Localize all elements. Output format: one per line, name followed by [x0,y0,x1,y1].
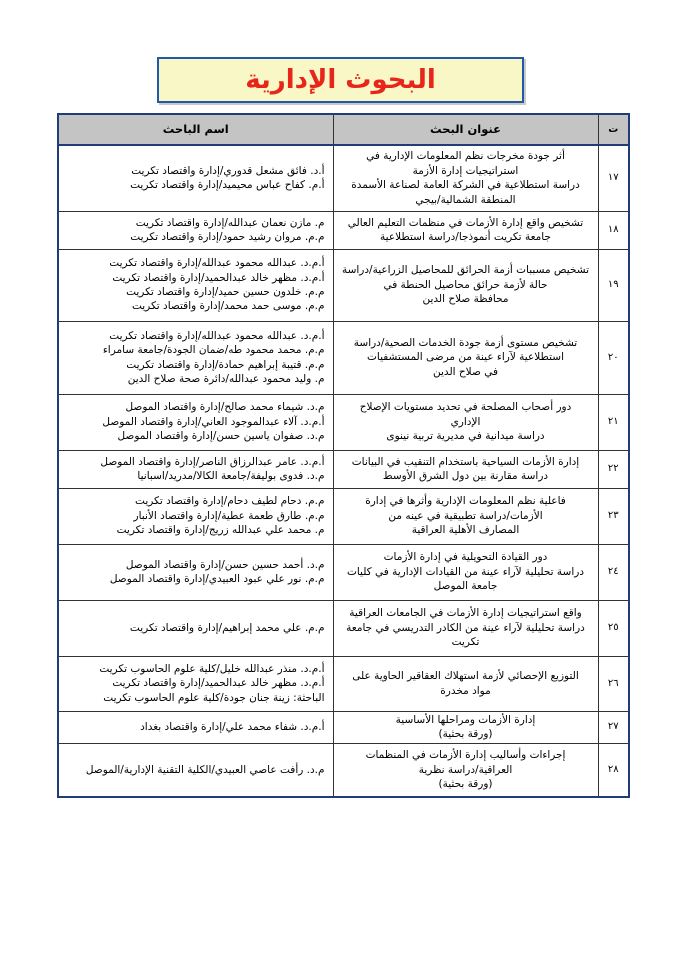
header-research-title: عنوان البحث [333,114,598,145]
researchers-cell [58,394,333,450]
research-title-line: جامعة الموصل [433,580,498,593]
research-title-line: استطلاعية لآراء عينة من مرضى المستشفيات [366,351,564,364]
table-row [58,743,629,797]
research-title-line: دراسة مقارنة بين دول الشرق الأوسط [382,470,549,482]
research-title-line: التوزيع الإحصائي لأزمة استهلاك العقاقير الحاوية على [352,670,579,683]
research-title-line: الأزمات/دراسة تطبيقية في عينه من [388,509,543,522]
research-title-line: (ورقة بحثية) [438,728,493,740]
research-title-line: العراقية/دراسة نظرية [418,763,513,776]
researcher-name: أ.د. فائق مشعل قدوري/إدارة واقتصاد تكريت [131,164,325,177]
research-title-cell [333,743,598,797]
table-row [58,211,629,249]
row-number: ٢٠ [598,321,629,394]
research-title-line: دور القيادة التحويلية في إدارة الأزمات [383,551,548,564]
row-number: ٢٥ [598,600,629,656]
row-number: ١٩ [598,249,629,321]
research-title-cell [333,145,598,211]
researchers-cell [58,249,333,321]
researcher-name: م. مازن نعمان عبدالله/إدارة واقتصاد تكريت [135,216,325,229]
researcher-name: أ.م. كفاح عباس محيميد/إدارة واقتصاد تكريت [130,179,325,192]
research-title-cell [333,249,598,321]
research-title-line: دور أصحاب المصلحة في تحديد مستويات الإصلاح [359,401,572,414]
researchers-cell [58,544,333,600]
research-title-line: فاعلية نظم المعلومات الإدارية وأثرها في إدارة [365,495,566,508]
research-title-cell [333,656,598,711]
research-title-cell [333,394,598,450]
research-title-line: محافظة صلاح الدين [422,293,509,306]
researcher-name: م.م. مروان رشيد حمود/إدارة واقتصاد تكريت [130,231,325,243]
researcher-name: أ.م.د. عبدالله محمود عبدالله/إدارة واقتصاد تكريت [109,257,325,270]
table-row [58,394,629,450]
table-row [58,711,629,743]
research-title-cell [333,600,598,656]
researchers-cell [58,450,333,488]
researchers-cell [58,656,333,711]
research-title-line: دراسة استطلاعية في الشركة العامة لصناعة الأسمدة [351,179,580,192]
research-title-line: إجراءات وأساليب إدارة الأزمات في المنظمات [365,749,566,762]
research-title-line: إدارة الأزمات السياحية باستخدام التنقيب في البيانات [351,455,580,468]
researchers-cell [58,743,333,797]
researcher-name: م.م. علي محمد إبراهيم/إدارة واقتصاد تكريت [129,621,325,634]
row-number: ٢٦ [598,656,629,711]
table-row [58,145,629,211]
research-title-line: تشخيص واقع إدارة الأزمات في منظمات التعليم العالي [347,216,584,229]
row-number: ٢٢ [598,450,629,488]
researcher-name: أ.م.د. مظهر خالد عبدالحميد/إدارة واقتصاد تكريت [112,677,325,690]
researcher-name: أ.م.د. منذر عبدالله خليل/كلية علوم الحاسوب تكريت [99,662,325,675]
research-title-cell [333,711,598,743]
table-row [58,544,629,600]
researcher-name: م.د. رأفت عاصي العبيدي/الكلية التقنية الإدارية/الموصل [85,763,325,776]
researchers-cell [58,488,333,544]
header-researcher-name: اسم الباحث [58,114,333,145]
research-title-line: دراسة ميدانية في مديرية تربية نينوى [386,430,545,443]
researcher-name: م.م. موسى حمد محمد/إدارة واقتصاد تكريت [131,300,325,313]
page-title: البحوث الإدارية [245,65,436,95]
researchers-cell [58,211,333,249]
table-row [58,600,629,656]
researcher-name: م.م. دحام لطيف دحام/إدارة واقتصاد تكريت [135,495,325,508]
research-title-line: أثر جودة مخرجات نظم المعلومات الإدارية في [366,150,565,163]
header-number: ت [598,114,629,145]
researcher-name: م.م. قتيبة إبراهيم حمادة/إدارة واقتصاد تكريت [126,358,325,371]
researcher-name: م.د. أحمد حسين حسن/إدارة واقتصاد الموصل [125,558,325,571]
page-title-box [157,57,524,103]
research-title-line: واقع استراتيجيات إدارة الأزمات في الجامعات العراقية [349,607,582,620]
research-title-line: دراسة تحليلية لآراء عينة من القيادات الإدارية في كليات [346,565,585,578]
research-title-line: جامعة تكريت أنموذجا/دراسة استطلاعية [380,231,551,243]
researcher-name: أ.م.د. مظهر خالد عبدالحميد/إدارة واقتصاد تكريت [112,271,325,284]
researcher-name: أ.م.د. عامر عبدالرزاق الناصر/إدارة واقتصاد الموصل [100,455,325,468]
research-title-cell [333,488,598,544]
researcher-name: م.د. صفوان ياسين حسن/إدارة واقتصاد الموصل [117,430,325,443]
research-title-line: الإداري [450,415,481,428]
research-table [57,113,630,798]
research-title-cell [333,321,598,394]
row-number: ٢٤ [598,544,629,600]
research-title-line: في صلاح الدين [433,365,498,378]
researcher-name: أ.م.د. آلاء عبدالموجود العاني/إدارة واقتصاد الموصل [102,415,325,428]
researcher-name: م.م. خلدون حسين حميد/إدارة واقتصاد تكريت [126,286,325,298]
table-row [58,321,629,394]
research-title-line: حالة لأزمة حرائق محاصيل الحنطة في [383,278,548,291]
researcher-name: م. محمد علي عبدالله زريج/إدارة واقتصاد تكريت [116,524,325,537]
table-header-row [58,114,629,145]
table-row [58,249,629,321]
research-title-line: إدارة الأزمات ومراحلها الأساسية [395,713,536,726]
table-row [58,450,629,488]
table-row [58,656,629,711]
research-title-line: تشخيص مسببات أزمة الحرائق للمحاصيل الزراعية/دراسة [341,264,590,277]
row-number: ٢٧ [598,711,629,743]
researchers-cell [58,321,333,394]
researchers-cell [58,600,333,656]
researcher-name: م.م. طارق طعمة عطية/إدارة واقتصاد الأنبار [133,509,325,522]
row-number: ٢٨ [598,743,629,797]
research-title-line: استراتيجيات إدارة الأزمة [412,164,519,177]
research-title-cell [333,450,598,488]
row-number: ١٧ [598,145,629,211]
row-number: ٢٣ [598,488,629,544]
research-title-line: تكريت [451,636,480,649]
research-title-line: (ورقة بحثية) [438,777,493,790]
researcher-name: أ.م.د. عبدالله محمود عبدالله/إدارة واقتصاد تكريت [109,329,325,342]
research-title-line: مواد مخدرة [440,684,491,697]
researcher-name: م.د. شيماء محمد صالح/إدارة واقتصاد الموصل [125,401,325,414]
research-title-cell [333,211,598,249]
research-title-line: المنطقة الشمالية/بيجي [415,193,516,206]
researchers-cell [58,711,333,743]
researcher-name: الباحثة: زينة جنان جودة/كلية علوم الحاسوب تكريت [103,691,325,704]
row-number: ٢١ [598,394,629,450]
researchers-cell [58,145,333,211]
table-row [58,488,629,544]
row-number: ١٨ [598,211,629,249]
researcher-name: م.د. فدوى بوليفة/جامعة الكالا/مدريد/اسبانيا [137,470,325,482]
research-title-line: تشخيص مستوى أزمة جودة الخدمات الصحية/دراسة [353,336,578,349]
researcher-name: م.م. محمد محمود طه/ضمان الجودة/جامعة سامراء [102,344,325,357]
research-title-line: المصارف الأهلية العراقية [411,524,520,537]
research-title-line: دراسة تحليلية لآراء عينة من الكادر التدريسي في جامعة [346,621,585,634]
researcher-name: م.م. نور علي عبود العبيدي/إدارة واقتصاد الموصل [109,573,325,585]
researcher-name: م. وليد محمود عبدالله/دائرة صحة صلاح الدين [127,372,325,385]
researcher-name: أ.م.د. شفاء محمد علي/إدارة واقتصاد بغداد [140,720,325,733]
research-title-cell [333,544,598,600]
